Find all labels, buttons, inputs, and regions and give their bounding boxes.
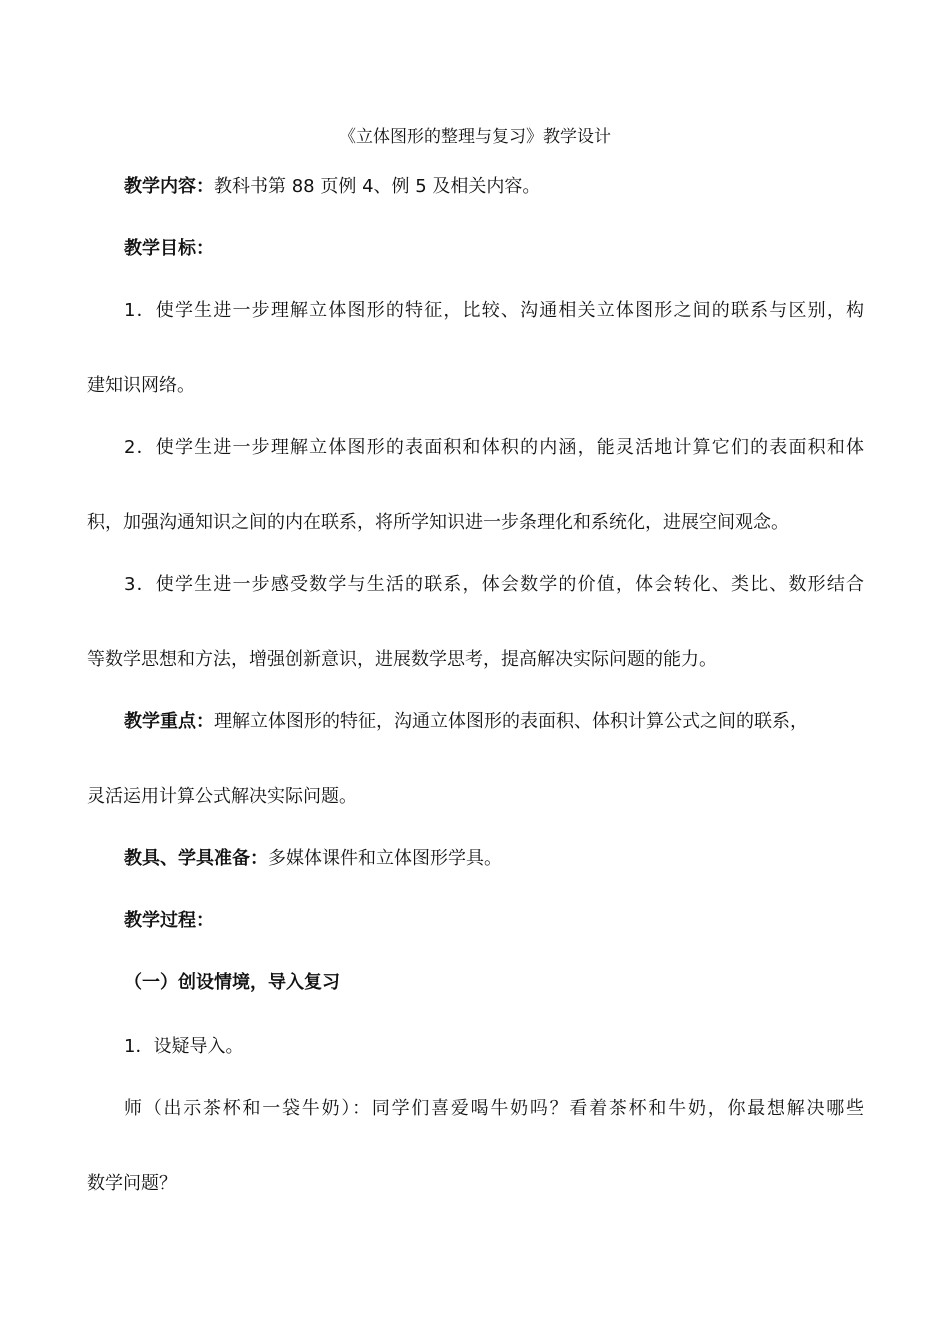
materials-paragraph (124, 846, 502, 872)
focus-label: 教学重点： (124, 711, 214, 732)
objective-2-line-2: 积，加强沟通知识之间的内在联系，将所学知识进一步条理化和系统化，进展空间观念。 (87, 512, 789, 533)
process-heading: 教学过程： (124, 910, 214, 931)
focus-text-line-2: 灵活运用计算公式解决实际问题。 (87, 786, 357, 807)
document-title: 《立体图形的整理与复习》教学设计 (339, 127, 611, 147)
focus-text-line-1: 理解立体图形的特征，沟通立体图形的表面积、体积计算公式之间的联系， (214, 711, 808, 732)
content-label: 教学内容： (124, 176, 214, 197)
objective-1-line-2: 建知识网络。 (87, 375, 195, 396)
teacher-line-1: 师（出示茶杯和一袋牛奶）：同学们喜爱喝牛奶吗？看着茶杯和牛奶，你最想解决哪些 (124, 1098, 864, 1119)
teacher-line-2: 数学问题？ (87, 1173, 177, 1194)
step-1-heading: 1．设疑导入。 (124, 1036, 244, 1057)
materials-text: 多媒体课件和立体图形学具。 (268, 848, 502, 869)
objective-3-line-1: 3．使学生进一步感受数学与生活的联系，体会数学的价值，体会转化、类比、数形结合 (124, 574, 864, 595)
focus-paragraph (124, 709, 808, 735)
content-text: 教科书第 88 页例 4、例 5 及相关内容。 (214, 176, 541, 197)
objective-1-line-1: 1．使学生进一步理解立体图形的特征，比较、沟通相关立体图形之间的联系与区别，构 (124, 300, 864, 321)
objective-3-line-2: 等数学思想和方法，增强创新意识，进展数学思考，提高解决实际问题的能力。 (87, 649, 717, 670)
content-paragraph (124, 174, 540, 200)
materials-label: 教具、学具准备： (124, 848, 268, 869)
section-1-heading: （一）创设情境，导入复习 (124, 972, 340, 993)
objectives-heading: 教学目标： (124, 238, 214, 259)
objective-2-line-1: 2．使学生进一步理解立体图形的表面积和体积的内涵，能灵活地计算它们的表面积和体 (124, 437, 864, 458)
